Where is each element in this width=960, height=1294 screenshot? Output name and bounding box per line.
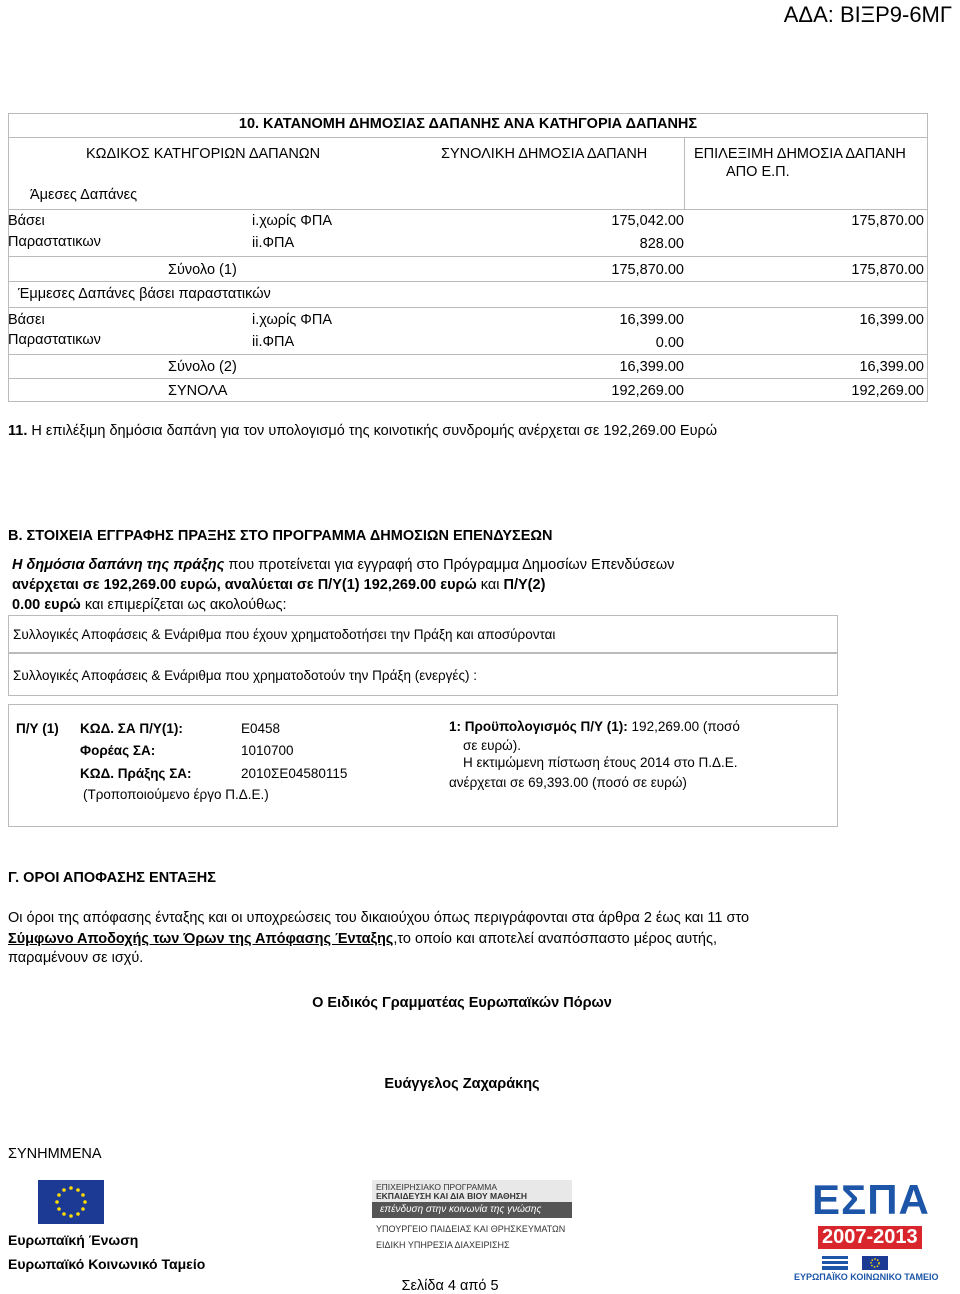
eu-flag-logo: [38, 1180, 104, 1224]
section-b-line-1-rest: που προτείνεται για εγγραφή στο Πρόγραμμα Δημοσίων Επενδύσεων: [224, 557, 675, 573]
grand-total: 192,269.00: [611, 383, 684, 399]
col-header-code: ΚΩΔΙΚΟΣ ΚΑΤΗΓΟΡΙΩΝ ΔΑΠΑΝΩΝ: [86, 146, 321, 162]
page-number: Σελίδα 4 από 5: [401, 1278, 499, 1294]
esf-label: Ευρωπαϊκό Κοινωνικό Ταμείο: [8, 1256, 206, 1272]
no-vat-label: i.χωρίς ΦΠΑ: [252, 213, 332, 229]
decisions-withdrawn-label: Συλλογικές Αποφάσεις & Ενάριθμα που έχουν χρηματοδοτήσει την Πράξη και αποσύρονται: [13, 627, 556, 642]
operational-programme-logo: [372, 1180, 572, 1256]
section-b-line-2-c: Π/Υ(2): [503, 577, 546, 593]
section-b-line-1: [12, 557, 674, 573]
table-rule: [8, 281, 928, 282]
sum1-eligible: 175,870.00: [851, 262, 924, 278]
indirect-novat-eligible: 16,399.00: [859, 312, 924, 328]
section-g-line-2: [8, 931, 717, 947]
espa-logo: [794, 1176, 939, 1286]
section-b-line-3: [12, 597, 287, 613]
budget-box: [8, 704, 838, 827]
flags-icon: [822, 1256, 892, 1270]
section-b-line-2-a: ανέρχεται σε 192,269.00 ευρώ, αναλύεται σε Π/Υ(1) 192,269.00 ευρώ: [12, 577, 477, 593]
indirect-vat-total: 0.00: [655, 335, 684, 351]
section-g-line-3: παραμένουν σε ισχύ.: [8, 950, 144, 966]
table-rule: [8, 354, 928, 355]
sa-code-value: Ε0458: [241, 721, 281, 736]
signatory-role: Ο Ειδικός Γραμματέας Ευρωπαϊκών Πόρων: [312, 995, 612, 1011]
sum1-total: 175,870.00: [611, 262, 684, 278]
table-rule: [8, 209, 928, 210]
col-header-eligible: ΕΠΙΛΕΞΙΜΗ ΔΗΜΟΣΙΑ ΔΑΠΑΝΗ: [694, 146, 906, 162]
decisions-withdrawn-box: [8, 615, 838, 653]
modified-project-note: (Τροποποιούμενο έργο Π.Δ.Ε.): [83, 787, 269, 802]
praxi-code-value: 2010ΣΕ04580115: [241, 766, 348, 781]
section-11: [8, 423, 717, 439]
op-agency: ΕΙΔΙΚΗ ΥΠΗΡΕΣΙΑ ΔΙΑΧΕΙΡΙΣΗΣ: [376, 1240, 510, 1250]
eu-label: Ευρωπαϊκή Ένωση: [8, 1232, 139, 1248]
direct-costs-heading: Άμεσες Δαπάνες: [30, 187, 138, 203]
decisions-active-label: Συλλογικές Αποφάσεις & Ενάριθμα που χρηματοδοτούν την Πράξη (ενεργές) :: [13, 668, 477, 683]
py-label: Π/Υ (1): [16, 721, 59, 736]
sum1-label: Σύνολο (1): [168, 262, 237, 278]
section-b-title: Β. ΣΤΟΙΧΕΙΑ ΕΓΓΡΑΦΗΣ ΠΡΑΞΗΣ ΣΤΟ ΠΡΟΓΡΑΜΜΑ ΔΗΜΟΣΙΩΝ ΕΠΕΝΔΥΣΕΩΝ: [8, 528, 553, 544]
table-rule: [8, 137, 928, 138]
sum2-label: Σύνολο (2): [168, 359, 237, 375]
agreement-title: Σύμφωνο Αποδοχής των Όρων της Απόφασης Ένταξης: [8, 931, 394, 947]
section-g-line-1: Οι όροι της απόφασης ένταξης και οι υποχρεώσεις του δικαιούχου όπως περιγράφονται στα άρθρα 2 έως και 11 στο: [8, 910, 750, 926]
op-ministry: ΥΠΟΥΡΓΕΙΟ ΠΑΙΔΕΙΑΣ ΚΑΙ ΘΡΗΣΚΕΥΜΑΤΩΝ: [376, 1224, 566, 1234]
espa-wordmark: ΕΣΠΑ: [812, 1176, 930, 1223]
indirect-novat-total: 16,399.00: [619, 312, 684, 328]
section-11-number: 11.: [8, 423, 28, 439]
espa-fund: ΕΥΡΩΠΑΪΚΟ ΚΟΙΝΩΝΙΚΟ ΤΑΜΕΙΟ: [794, 1272, 939, 1282]
vat-label: ii.ΦΠΑ: [252, 235, 295, 251]
direct-vat-total: 828.00: [639, 236, 684, 252]
sum2-eligible: 16,399.00: [859, 359, 924, 375]
table-title: 10. ΚΑΤΑΝΟΜΗ ΔΗΜΟΣΙΑΣ ΔΑΠΑΝΗΣ ΑΝΑ ΚΑΤΗΓΟΡΙΑ ΔΑΠΑΝΗΣ: [238, 116, 698, 132]
direct-novat-eligible: 175,870.00: [851, 213, 924, 229]
basis-label: Βάσει: [8, 213, 45, 229]
espa-years: 2007-2013: [818, 1226, 922, 1249]
op-title: ΕΠΙΧΕΙΡΗΣΙΑΚΟ ΠΡΟΓΡΑΜΜΑ: [376, 1182, 497, 1192]
basis-label: Βάσει: [8, 312, 45, 328]
grand-total-label: ΣΥΝΟΛΑ: [168, 383, 228, 399]
op-subtitle: ΕΚΠΑΙΔΕΥΣΗ ΚΑΙ ΔΙΑ ΒΙΟΥ ΜΑΘΗΣΗ: [376, 1191, 528, 1201]
table-rule: [8, 378, 928, 379]
table-rule: [8, 307, 928, 308]
section-b-line-2-b: και: [476, 577, 504, 593]
section-b-line-3-a: 0.00 ευρώ: [12, 597, 81, 613]
section-b-line-3-b: και επιμερίζεται ως ακολούθως:: [80, 597, 287, 613]
eu-flag-icon: [38, 1180, 104, 1224]
indirect-costs-heading: Έμμεσες Δαπάνες βάσει παραστατικών: [18, 286, 271, 302]
public-expense-label: Η δημόσια δαπάνη της πράξης: [12, 557, 225, 573]
grand-eligible: 192,269.00: [851, 383, 924, 399]
no-vat-label: i.χωρίς ΦΠΑ: [252, 312, 332, 328]
sa-code-label: ΚΩΔ. ΣΑ Π/Υ(1):: [80, 721, 183, 736]
op-slogan: επένδυση στην κοινωνία της γνώσης: [380, 1204, 542, 1215]
foreas-label: Φορέας ΣΑ:: [80, 743, 156, 758]
budget-label: 1: Προϋπολογισμός Π/Υ (1):: [449, 719, 628, 734]
foreas-value: 1010700: [241, 743, 294, 758]
credit-line-2: ανέρχεται σε 69,393.00 (ποσό σε ευρώ): [449, 775, 687, 790]
credit-line-1: Η εκτιμώμενη πίστωση έτους 2014 στο Π.Δ.Ε.: [463, 755, 738, 770]
section-g-line-2-rest: ,το οποίο και αποτελεί αναπόσπαστο μέρος αυτής,: [393, 931, 717, 947]
section-g-title: Γ. ΟΡΟΙ ΑΠΟΦΑΣΗΣ ΕΝΤΑΞΗΣ: [8, 870, 216, 886]
signatory-name: Ευάγγελος Ζαχαράκης: [384, 1076, 540, 1092]
section-b-line-2: [12, 577, 545, 593]
col-header-eligible-2: ΑΠΟ Ε.Π.: [726, 164, 790, 180]
basis-label-2: Παραστατικων: [8, 332, 101, 348]
budget-unit: σε ευρώ).: [463, 738, 521, 753]
ada-code: ΑΔΑ: ΒΙΞΡ9-6ΜΓ: [783, 2, 952, 27]
table-rule: [684, 137, 685, 209]
col-header-total: ΣΥΝΟΛΙΚΗ ΔΗΜΟΣΙΑ ΔΑΠΑΝΗ: [441, 146, 648, 162]
decisions-active-box: [8, 653, 838, 696]
direct-novat-total: 175,042.00: [611, 213, 684, 229]
budget-line: [449, 719, 740, 734]
praxi-code-label: ΚΩΔ. Πράξης ΣΑ:: [80, 766, 192, 781]
table-rule: [8, 256, 928, 257]
vat-label: ii.ΦΠΑ: [252, 334, 295, 350]
budget-value: 192,269.00 (ποσό: [631, 719, 740, 734]
section-11-text: Η επιλέξιμη δημόσια δαπάνη για τον υπολογισμό της κοινοτικής συνδρομής ανέρχεται σε 192,269.00 Ευρώ: [27, 423, 718, 439]
attachments-heading: ΣΥΝΗΜΜΕΝΑ: [8, 1146, 102, 1162]
basis-label-2: Παραστατικων: [8, 234, 101, 250]
sum2-total: 16,399.00: [619, 359, 684, 375]
